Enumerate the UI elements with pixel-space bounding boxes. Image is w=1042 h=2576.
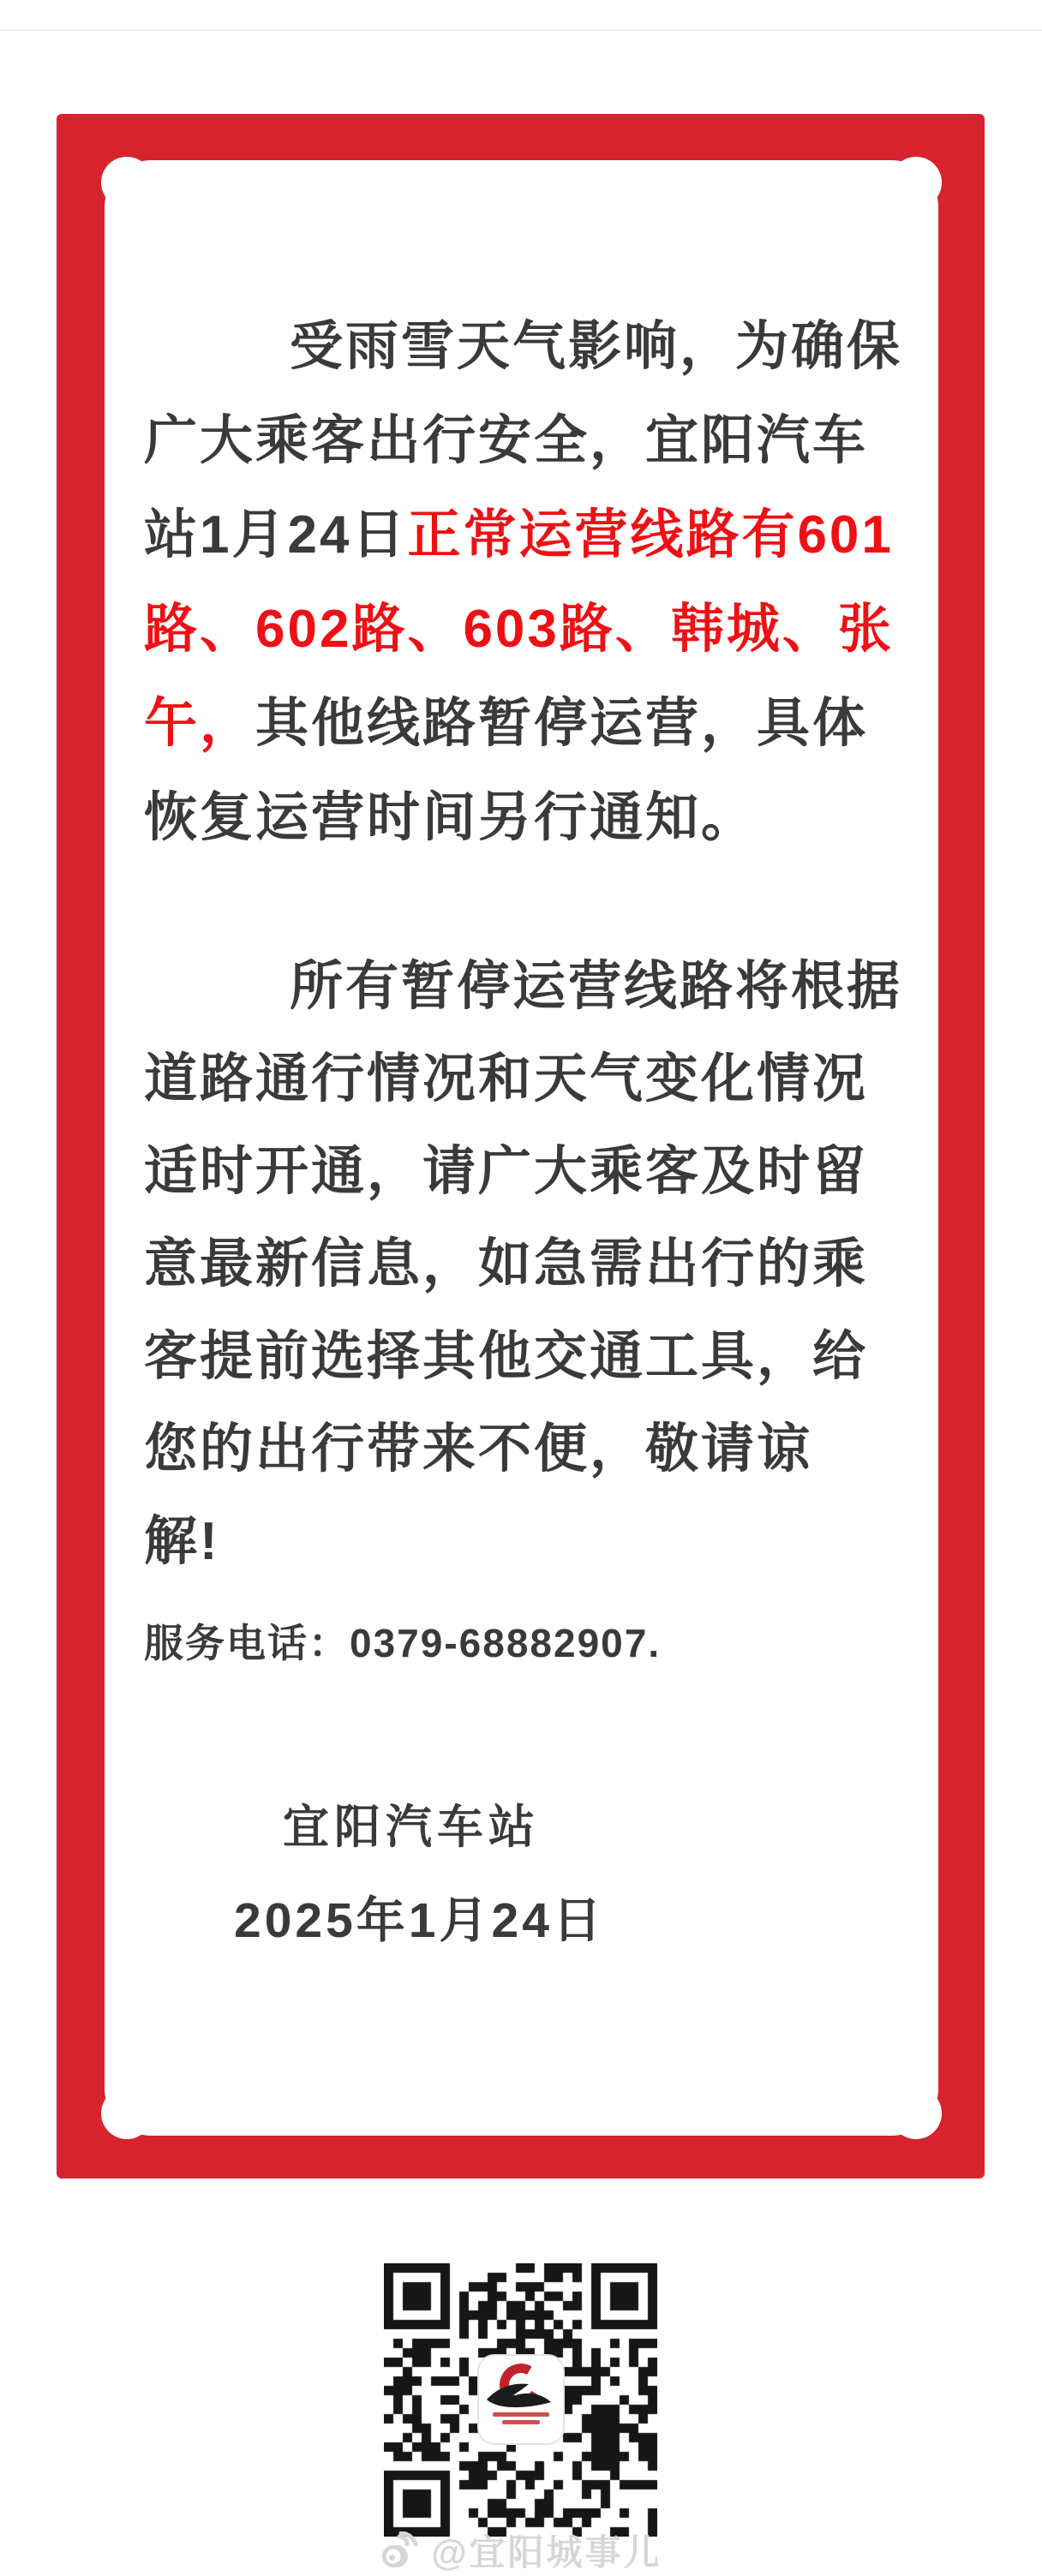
logo-caption-line [493,2412,549,2417]
highlighted-text-segment: 路、602路、603路、韩城、张 [144,600,894,659]
notice-line-p1-1 [144,300,911,394]
watermark-handle: @宜阳城事儿 [431,2532,662,2573]
highlighted-text-segment: 正常运营线路有601 [407,505,894,565]
weibo-icon [380,2531,422,2569]
notice-line-p1-4 [144,583,911,677]
text-segment: 意最新信息，如急需出行的乘 [144,1234,869,1294]
notice-line-p2-6 [144,1403,911,1496]
notice-line-p2-4 [144,1218,911,1311]
signature-station-name: 宜阳汽车站 [283,1802,540,1853]
top-divider-line [0,29,1042,31]
text-segment: 您的出行带来不便，敬请谅 [144,1419,813,1479]
notice-line-p2-5 [144,1311,911,1403]
notice-card [105,160,938,2136]
text-segment: 广大乘客出行安全，宜阳汽车 [144,411,869,470]
card-corner-scallop [101,2088,153,2139]
signature-date: 2025年1月24日 [234,1893,605,1948]
text-segment: 适时开通，请广大乘客及时留 [144,1142,869,1201]
text-segment: 所有暂停运营线路将根据 [290,957,903,1016]
highlighted-text-segment: 午， [144,694,256,753]
notice-red-frame [57,114,985,2179]
bird-swoosh-icon [484,2376,561,2416]
text-segment: 其他线路暂停运营，具体 [255,694,869,753]
notice-line-p1-3 [144,488,911,583]
text-segment: 解! [144,1512,220,1571]
notice-line-p2-3 [144,1126,911,1218]
logo-caption-line [502,2420,540,2424]
card-corner-scallop [890,2088,942,2139]
notice-line-p1-5 [144,677,911,771]
notice-line-p2-2 [144,1033,911,1126]
card-corner-scallop [101,157,153,208]
text-segment: 恢复运营时间另行通知。 [144,788,758,847]
service-phone-line: 服务电话：0379-68882907. [144,1621,662,1665]
notice-line-p1-6 [144,771,911,865]
qr-center-logo [477,2354,565,2445]
text-segment: 客提前选择其他交通工具，给 [144,1327,869,1386]
notice-line-p2-1 [144,941,911,1033]
notice-line-p1-2 [144,394,911,488]
text-segment: 道路通行情况和天气变化情况 [144,1049,869,1109]
text-segment: 站1月24日 [144,505,408,565]
card-corner-scallop [890,157,942,208]
text-segment: 受雨雪天气影响，为确保 [290,317,903,376]
notice-line-p2-7 [144,1496,911,1588]
notice-paragraph-1 [144,300,911,865]
notice-paragraph-2 [144,941,911,1588]
watermark [0,2527,1042,2573]
